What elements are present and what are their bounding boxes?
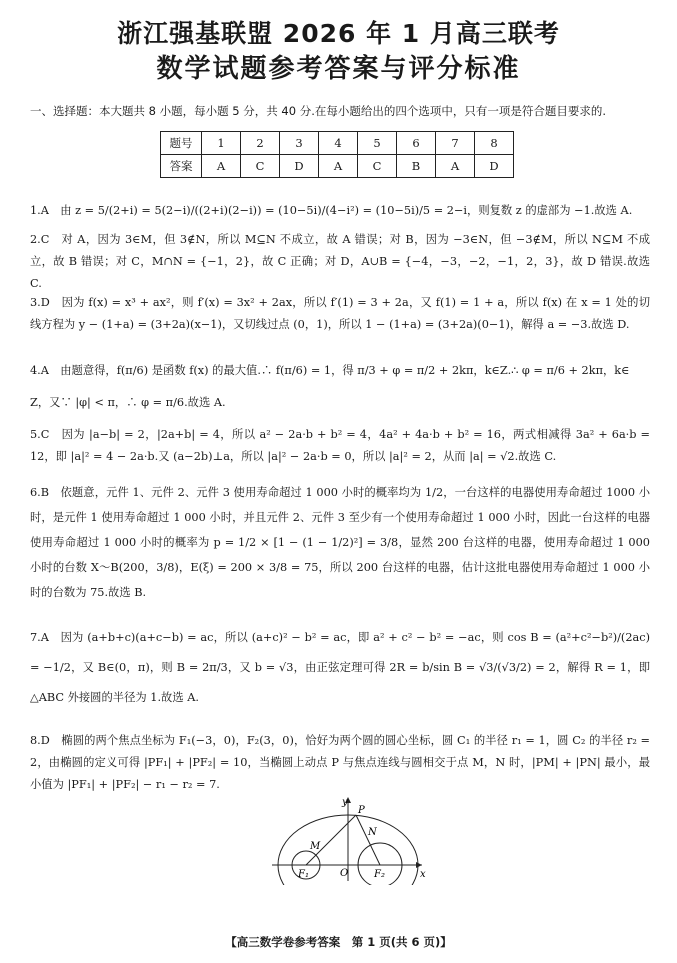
x-axis-arrow (416, 862, 422, 868)
table-cell: 1 (202, 132, 241, 155)
answer-text: 6.B 依题意，元件 1、元件 2、元件 3 使用寿命超过 1 000 小时的概率均为 1/2，一台这样的电器使用寿命超过 1000 小时，是元件 1 使用寿命超过 1 000 小时，并且元件 2、元件 3 至少有一个使用寿命超过 1 000 小时，因此一台这样的电器使用寿命超过 1 000 小时的概率为 p = 1/2 × [1 − (1 − 1/2)²] = 3/8，显然 200 台这样的电器，使用寿命超过 1 000 小时的台数 X～B(200，3/8)，E(ξ) = 200 × 3/8 = 75，所以 200 台这样的电器，估计这批电器使用寿命超过 1 000 小时的台数为 75.故选 B. (30, 486, 650, 599)
table-cell: 4 (319, 132, 358, 155)
label-p: P (358, 805, 365, 816)
label-m: M (310, 841, 321, 852)
section-heading: 一、选择题：本大题共 8 小题，每小题 5 分，共 40 分.在每小题给出的四个选项中，只有一项是符合题目要求的. (30, 104, 607, 118)
label-f2: F₂ (374, 869, 385, 880)
answer-text: 2.C 对 A，因为 3∈M，但 3∉N，所以 M⊆N 不成立，故 A 错误；对 B，因为 −3∈N，但 −3∉M，所以 N⊆M 不成立，故 B 错误；对 C，M∩N = {−1，2}，故 C 正确；对 D，A∪B = {−4，−3，−2，−1，2，3}，故 D 错误.故选 C. (30, 233, 650, 290)
answer-text: 8.D 椭圆的两个焦点坐标为 F₁(−3，0)，F₂(3，0)，恰好为两个圆的圆心坐标，圆 C₁ 的半径 r₁ = 1，圆 C₂ 的半径 r₂ = 2，由椭圆的定义可得 |PF₁| + |PF₂| = 10，当椭圆上动点 P 与焦点连线与圆相交于点 M，N 时，|PM| + |PN| 最小，最小值为 |PF₁| + |PF₂| − r₁ − r₂ = 7. (30, 734, 650, 791)
question-4 (30, 360, 650, 414)
page-footer: 【高三数学卷参考答案 第 1 页(共 6 页)】 (225, 935, 452, 949)
table-header: 题号 (161, 132, 202, 155)
question-5 (30, 424, 650, 468)
table-cell: C (358, 155, 397, 178)
table-cell: C (241, 155, 280, 178)
table-header: 答案 (161, 155, 202, 178)
table-cell: 2 (241, 132, 280, 155)
label-n: N (368, 827, 377, 838)
table-cell: 7 (436, 132, 475, 155)
table-cell: 3 (280, 132, 319, 155)
answer-text: 1.A 由 z = 5/(2+i) = 5(2−i)/((2+i)(2−i)) = (10−5i)/(4−i²) = (10−5i)/5 = 2−i，则复数 z 的虚部为 −1.故选 A. (30, 204, 633, 217)
table-row-numbers (161, 132, 514, 155)
answer-text: Z，又∵ |φ| < π，∴ φ = π/6.故选 A. (30, 396, 226, 409)
table-cell: A (436, 155, 475, 178)
table-cell: D (280, 155, 319, 178)
question-8 (30, 730, 650, 796)
question-6 (30, 480, 650, 605)
question-1 (30, 200, 650, 222)
table-cell: D (475, 155, 514, 178)
label-f1: F₁ (298, 869, 309, 880)
answer-table (160, 131, 514, 178)
table-cell: 8 (475, 132, 514, 155)
answer-title: 数学试题参考答案与评分标准 (156, 54, 521, 84)
table-cell: A (319, 155, 358, 178)
exam-title: 浙江强基联盟 2026 年 1 月高三联考 (117, 19, 560, 48)
table-cell: 6 (397, 132, 436, 155)
answer-text: 4.A 由题意得，f(π/6) 是函数 f(x) 的最大值.∴ f(π/6) = 1，得 π/3 + φ = π/2 + 2kπ，k∈Z.∴ φ = π/6 + 2kπ，k∈ (30, 364, 630, 377)
question-3 (30, 292, 650, 336)
table-cell: B (397, 155, 436, 178)
label-y: y (342, 797, 348, 808)
answer-text: 3.D 因为 f(x) = x³ + ax²，则 f′(x) = 3x² + 2ax，所以 f′(1) = 3 + 2a，又 f(1) = 1 + a，所以 f(x) 在 x = 1 处的切线方程为 y − (1+a) = (3+2a)(x−1)，又切线过点 (0，1)，所以 1 − (1+a) = (3+2a)(0−1)，解得 a = −3.故选 D. (30, 296, 650, 331)
answer-text: 7.A 因为 (a+b+c)(a+c−b) = ac，所以 (a+c)² − b² = ac，即 a² + c² − b² = −ac，则 cos B = (a²+c²−b²)/(2ac) = −1/2，又 B∈(0，π)，则 B = 2π/3，又 b = √3，由正弦定理可得 2R = b/sin B = √3/(√3/2) = 2，解得 R = 1，即△ABC 外接圆的半径为 1.故选 A. (30, 631, 650, 704)
answer-text: 5.C 因为 |a−b| = 2，|2a+b| = 4，所以 a² − 2a·b + b² = 4，4a² + 4a·b + b² = 16，两式相减得 3a² + 6a·b = 12，即 |a|² = 4 − 2a·b.又 (a−2b)⊥a，所以 |a|² − 2a·b = 0，所以 |a|² = 2，从而 |a| = √2.故选 C. (30, 428, 650, 463)
table-cell: A (202, 155, 241, 178)
label-x: x (420, 869, 426, 880)
question-7 (30, 623, 650, 713)
question-2 (30, 229, 650, 295)
ellipse-figure (262, 795, 432, 885)
table-row-answers (161, 155, 514, 178)
table-cell: 5 (358, 132, 397, 155)
label-o: O (340, 868, 349, 879)
